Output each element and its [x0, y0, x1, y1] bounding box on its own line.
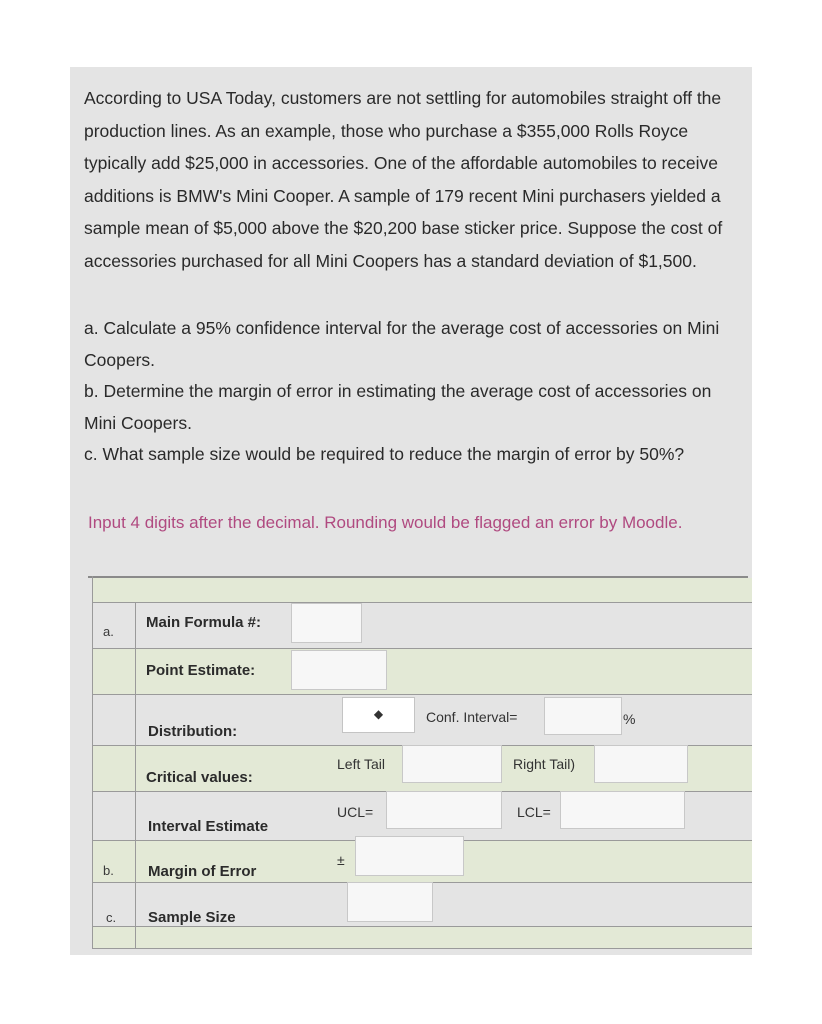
part-a-text: a. Calculate a 95% confidence interval for the average cost of accessories on Mini Coopers. — [84, 318, 720, 370]
table-top-border — [88, 576, 748, 578]
critical-values-label: Critical values: — [146, 769, 253, 786]
conf-interval-input[interactable] — [544, 697, 622, 735]
question-parts — [84, 313, 748, 471]
row-label-b: b. — [103, 863, 114, 878]
row-label-c: c. — [106, 910, 117, 925]
row-label-a: a. — [103, 624, 114, 639]
point-estimate-input[interactable] — [291, 650, 387, 690]
ucl-input[interactable] — [386, 791, 502, 829]
right-tail-input[interactable] — [594, 745, 688, 783]
table-header-band — [93, 578, 752, 602]
distribution-dropdown[interactable] — [342, 697, 415, 733]
dropdown-arrows-icon: ◆ — [373, 707, 384, 721]
table-row-divider — [92, 602, 752, 603]
conf-interval-label: Conf. Interval= — [426, 709, 518, 725]
table-column-divider — [135, 602, 136, 949]
table-left-border — [92, 576, 93, 949]
left-tail-input[interactable] — [402, 745, 502, 783]
table-footer-band — [93, 926, 752, 948]
percent-symbol: % — [623, 711, 636, 727]
left-tail-label: Left Tail — [337, 756, 385, 772]
part-c-text: c. What sample size would be required to reduce the margin of error by 50%? — [84, 444, 685, 464]
part-b-text: b. Determine the margin of error in estimating the average cost of accessories on Mini Coopers. — [84, 381, 712, 433]
margin-of-error-input[interactable] — [355, 836, 464, 876]
distribution-label: Distribution: — [148, 723, 238, 740]
main-formula-input[interactable] — [291, 603, 362, 643]
table-bottom-border — [92, 948, 752, 949]
sample-size-label: Sample Size — [148, 909, 236, 926]
lcl-input[interactable] — [560, 791, 685, 829]
question-text — [84, 82, 744, 277]
plus-minus-symbol: ± — [337, 852, 345, 868]
question-paragraph: According to USA Today, customers are not settling for automobiles straight off the production lines. As an example, those who purchase a $355,000 Rolls Royce typically add $25,000 in accessories. One of the affordable automobiles to receive additions is BMW's Mini Cooper. A sample of 179 recent Mini purchasers yielded a sample mean of $5,000 above the $20,200 base sticker price. Suppose the cost of accessories purchased for all Mini Coopers has a standard deviation of $1,500. — [84, 88, 723, 271]
table-row-divider — [92, 926, 752, 927]
interval-estimate-label: Interval Estimate — [148, 818, 269, 835]
right-tail-label: Right Tail) — [513, 756, 575, 772]
point-estimate-label: Point Estimate: — [146, 662, 256, 679]
table-row-divider — [92, 648, 752, 649]
ucl-label: UCL= — [337, 804, 374, 820]
sample-size-input[interactable] — [347, 882, 433, 922]
main-formula-label: Main Formula #: — [146, 614, 262, 631]
rounding-note: Input 4 digits after the decimal. Rounding would be flagged an error by Moodle. — [88, 513, 683, 532]
table-row-divider — [92, 694, 752, 695]
margin-of-error-label: Margin of Error — [148, 863, 257, 880]
lcl-label: LCL= — [517, 804, 551, 820]
